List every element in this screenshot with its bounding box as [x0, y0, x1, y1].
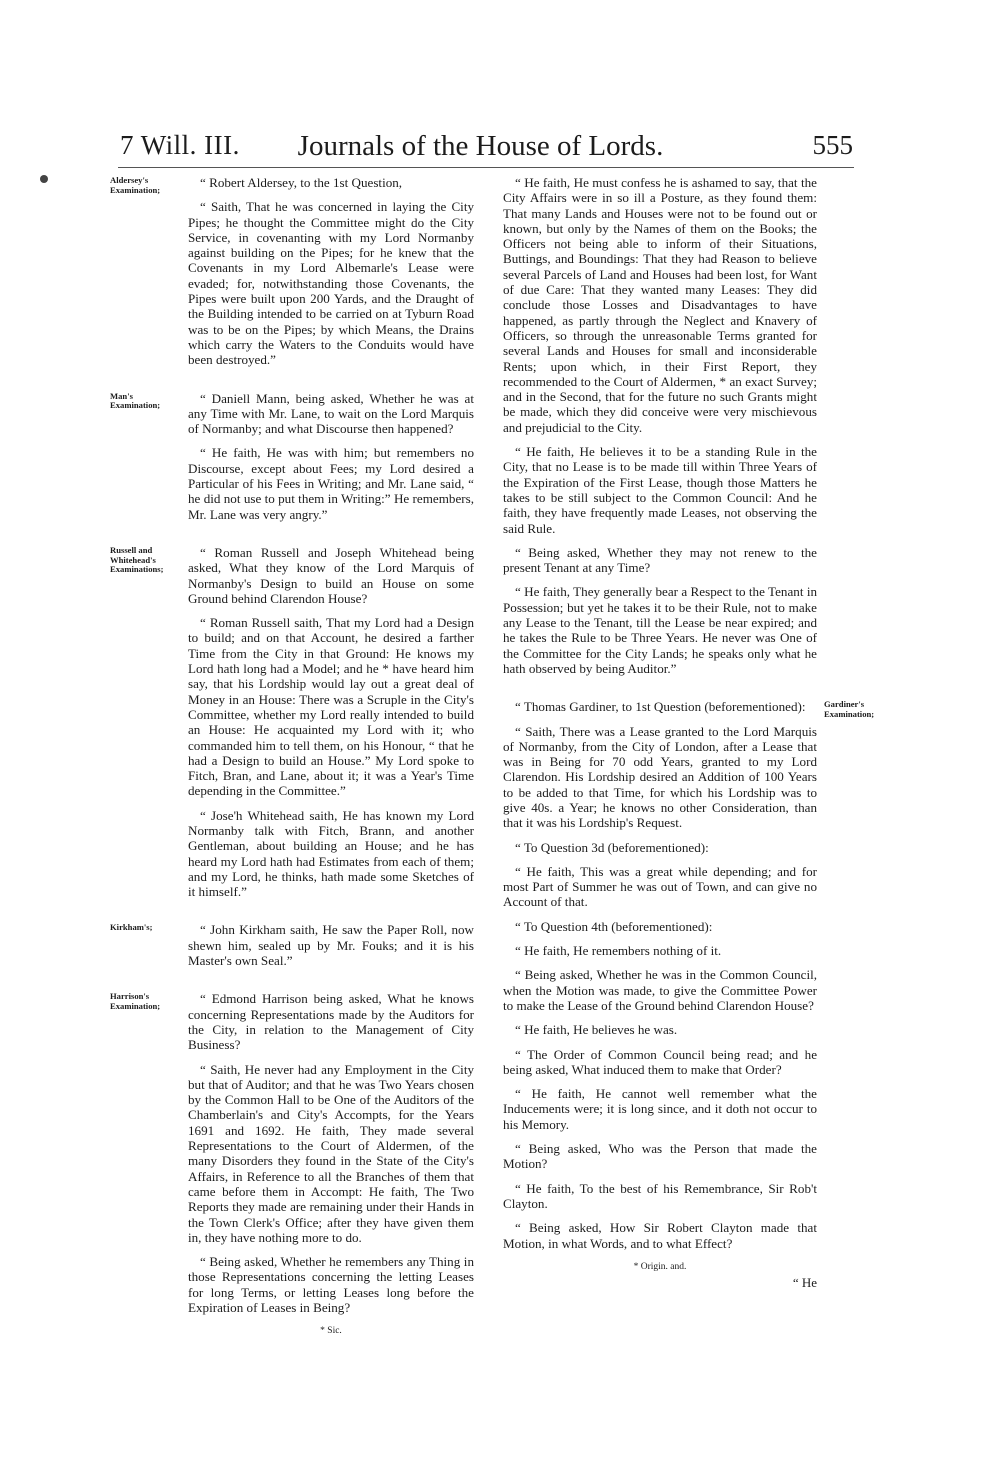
section-aldersey — [110, 175, 474, 368]
paragraph: “ Being asked, Whether he remembers any Thing in those Representations concerning the letting Leases for long Terms, or letting Leases long before the Expiration of Leases in Being? — [188, 1254, 474, 1315]
paragraph: “ The Order of Common Council being read; and he being asked, What induced them to make that Order? — [503, 1046, 817, 1077]
right-column — [503, 175, 875, 1291]
paragraph: “ He faith, He cannot well remember what the Inducements were; it is long since, and it doth not occur to his Memory. — [503, 1086, 817, 1132]
section-mann — [110, 390, 474, 522]
journal-title: Journals of the House of Lords. — [297, 130, 664, 162]
regnal-year: 7 Will. III. — [120, 130, 240, 160]
paragraph: “ He faith, They generally bear a Respect to the Tenant in Possession; but yet he takes it to be their Rule, not to make any Lease to the Tenant, till the Lease be near expired; and he takes the Rule to be Three Years. He never was One of the Committee for the City Lands; he speaks only what he hath observed by being Auditor.” — [503, 584, 817, 676]
header-rule — [118, 167, 854, 168]
paragraph: “ Saith, He never had any Employment in the City but that of Auditor; and that he was Two Years chosen by the Common Hall to be One of the Auditors of the Chamberlain's and City's Accompts, for the Years 1691 and 1692. He faith, They made several Representations to the Court of Aldermen, of the many Disorders they found in the State of the City's Affairs, in Reference to all the Branches of them that came before them in Accompt: He faith, The Two Reports they made are remaining under their Hands in the Town Clerk's Office; after they have given them in, they have nothing more to do. — [188, 1061, 474, 1245]
paragraph: “ He faith, He must confess he is ashamed to say, that the City Affairs were in so ill a Posture, as they found them: That many Lands and Houses were not to be found out or known, but only by the Names of them on the Books; the Officers not being able to inform of their Situations, Buttings, and Boundings: That they had Reason to believe several Parcels of Land and Houses had been lost, for Want of due Care: That they wanted many Leases: They did conclude those Losses and Disadvantages to have happened, as partly through the Neglect and Knavery of Officers, so through the unreasonable Terms granted for several Lands and Houses for small and inconsiderable Rents; upon which, in their First Report, they recommended to the Court of Aldermen, * an exact Survey; and in the Second, that for the future no such Grants might be made, which they did conceive were very mischievous and prejudicial to the City. — [503, 175, 817, 435]
paragraph: “ Robert Aldersey, to the 1st Question, — [200, 175, 403, 190]
paragraph: “ Being asked, Whether he was in the Common Council, when the Motion was made, to give the Committee Power to make the Lease of the Ground behind Clarendon House? — [503, 967, 817, 1013]
paragraph: “ Saith, That he was concerned in laying the City Pipes; he thought the Committee might do the City Service, in covenanting with my Lord Normanby against building on the Pipes; for he knew that the Covenants in my Lord Albemarle's Lease were evaded; for, notwithstanding those Covenants, the Pipes were built upon 200 Yards, and the Draught of the Building intended to be carried on at Tyburn Road was to be on the Pipes; by which Means, the Drains which carry the Waters to the Conduits would have been destroyed.” — [188, 199, 474, 368]
page-header — [108, 130, 853, 170]
margin-note: Man's Examination; — [110, 390, 161, 411]
left-column — [110, 175, 474, 1340]
section-gardiner — [503, 699, 875, 1251]
paragraph: “ Being asked, Whether they may not renew to the present Tenant at any Time? — [503, 544, 817, 576]
paragraph: “ He faith, He was with him; but remembers no Discourse, except about Fees; my Lord desired a Particular of his Fees in Writing; and Mr. Lane said, “ he did not use to put them in Writing:” He remembers, Mr. Lane was very angry.” — [188, 445, 474, 522]
section-harrison — [110, 991, 474, 1315]
paragraph: “ Thomas Gardiner, to 1st Question (beforementioned): — [515, 699, 806, 715]
paragraph: “ Being asked, Who was the Person that made the Motion? — [503, 1141, 817, 1172]
paragraph: “ He faith, He believes it to be a standing Rule in the City, that no Lease is to be made till within Three Years of the Expiration of the First Lease, though those Matters he takes to be still subject to the Common Council: And he faith, they have frequently made Leases, not observing the said Rule. — [503, 444, 817, 536]
paragraph: “ He faith, To the best of his Remembrance, Sir Rob't Clayton. — [503, 1180, 817, 1211]
footnote: * Sic. — [320, 1326, 342, 1337]
paragraph: “ Edmond Harrison being asked, What he knows concerning Representations made by the Auditors for the City, in relation to the Management of City Business? — [188, 991, 474, 1053]
paragraph: “ He faith, He believes he was. — [515, 1022, 678, 1038]
section-russell-whitehead — [110, 544, 474, 900]
footnote: * Origin. and. — [633, 1261, 687, 1272]
margin-note: Russell and Whitehead's Examinations; — [110, 544, 164, 575]
paragraph: “ Roman Russell and Joseph Whitehead being asked, What they know of the Lord Marquis of Normanby's Design to build an House on some Ground behind Clarendon House? — [188, 544, 474, 606]
margin-note: Kirkham's; — [110, 922, 153, 933]
ink-blot — [40, 175, 48, 183]
paragraph: “ Daniell Mann, being asked, Whether he was at any Time with Mr. Lane, to wait on the Lord Marquis of Normanby; and what Discourse then happened? — [188, 390, 474, 437]
catchword: “ He — [792, 1275, 817, 1291]
section-kirkham — [110, 922, 474, 969]
section-harrison-continued — [503, 175, 817, 676]
paragraph: “ Roman Russell saith, That my Lord had a Design to build; and on that Account, he desired a farther Time from the City in that Ground: He knows my Lord hath long had a Model; and he * have heard him say, that his Lordship would lay out a great deal of Money in an House: There was a Scruple in the City's Committee, whether my Lord really intended to build an House: He acquainted my Lord with it; who commanded him to tell them, on his Honour, “ that he had a Design to build an House.” My Lord spoke to Fitch, Bran, and Lane, about it; it was a Year's Time depending in the Committee.” — [188, 615, 474, 799]
paragraph: “ Jose'h Whitehead saith, He has known my Lord Normanby talk with Fitch, Brann, and another Gentleman, about building an House; and he has heard my Lord hath had Estimates from each of them; and my Lord, he thinks, hath made some Sketches of it himself.” — [188, 807, 474, 900]
paragraph: “ To Question 4th (beforementioned): — [515, 918, 713, 934]
margin-note: Harrison's Examination; — [110, 991, 161, 1011]
paragraph: “ To Question 3d (beforementioned): — [515, 839, 709, 855]
page-number: 555 — [812, 130, 853, 160]
paragraph: “ Saith, There was a Lease granted to the Lord Marquis of Normanby, from the City of London, after a Lease that was in Being for 70 odd Years, granted to my Lord Clarendon. His Lordship desired an Addition of 100 Years to be added to that Time, for which his Lordship was to give 40s. a Year; he knows no other Consideration, than that it was his Lordship's Request. — [503, 723, 817, 831]
paragraph: “ He faith, He remembers nothing of it. — [515, 943, 722, 959]
margin-note: Gardiner's Examination; — [824, 699, 875, 719]
margin-note: Aldersey's Examination; — [110, 175, 161, 195]
paragraph: “ John Kirkham saith, He saw the Paper Roll, now shewn him, sealed up by Mr. Fouks; and it is his Master's own Seal.” — [188, 922, 474, 969]
paragraph: “ Being asked, How Sir Robert Clayton made that Motion, in what Words, and to what Effect? — [503, 1220, 817, 1251]
paragraph: “ He faith, This was a great while depending; and for most Part of Summer he was out of Town, and can give no Account of that. — [503, 863, 817, 910]
